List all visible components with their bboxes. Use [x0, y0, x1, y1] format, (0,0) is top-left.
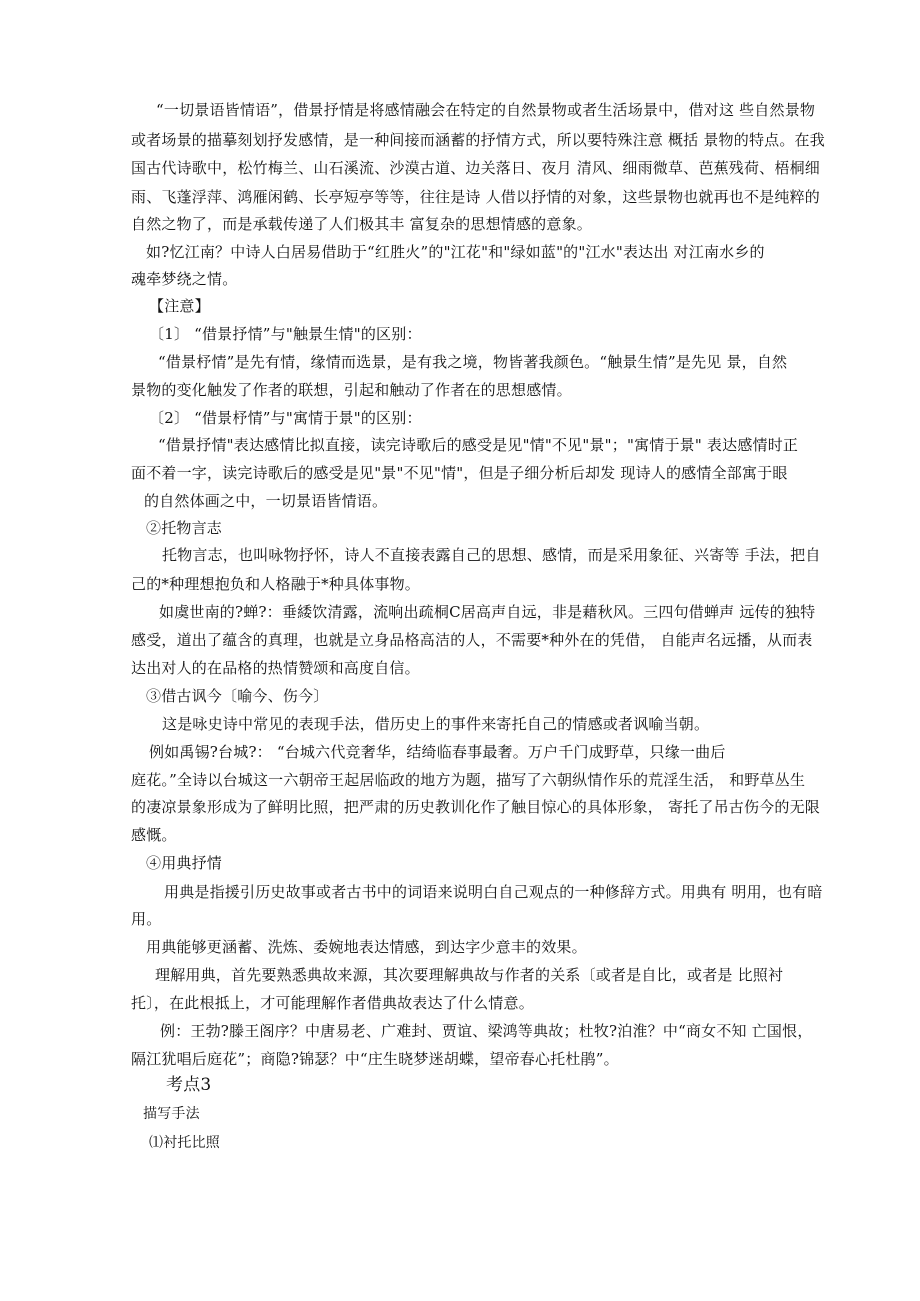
paragraph-line: 面不着一字，读完诗歌后的感受是见"景"不见"情"，但是子细分析后却发 现诗人的感情全部寓于眼 — [131, 464, 788, 482]
paragraph-line: 例如禹锡?台城?： “台城六代竞奢华，结绮临春事最奢。万户千门成野草，只缘一曲后 — [149, 743, 726, 761]
section-heading: ④用典抒情 — [146, 854, 223, 872]
paragraph-line: 托物言志，也叫咏物抒怀，诗人不直接表露自己的思想、感情，而是采用象征、兴寄等 手法，把自 — [162, 546, 821, 564]
paragraph-line: 如?忆江南？中诗人白居易借助于“红胜火”的"江花"和"绿如蓝"的"江水"表达出 对江南水乡的 — [146, 243, 765, 261]
paragraph-line: 庭花。”全诗以台城这一六朝帝王起居临政的地方为题，描写了六朝纵情作乐的荒淫生活， 和野草丛生 — [131, 771, 806, 789]
paragraph-line: 魂牵梦绕之情。 — [131, 270, 238, 288]
section-heading: ②托物言志 — [146, 519, 223, 537]
paragraph-line: 的凄凉景象形成为了鲜明比照，把严肃的历史教训化作了触目惊心的具体形象， 寄托了吊古伤今的无限 — [131, 798, 820, 816]
paragraph-line: “借景杼情”是先有情，缘情而选景，是有我之境，物皆著我颜色。“触景生情”是先见 景，自然 — [158, 353, 788, 371]
note-heading: 【注意】 — [149, 297, 210, 315]
paragraph-line: 用典能够更涵蓄、洗炼、委婉地表达情感，到达字少意丰的效果。 — [146, 938, 587, 956]
paragraph-line: 例：王勃?滕王阁序？中唐易老、广难封、贾谊、梁鸿等典故；杜牧?泊淮？中“商女不知 亡国恨， — [160, 1022, 813, 1040]
paragraph-line: 隔江犹唱后庭花”；商隐?锦瑟？中“庄生晓梦迷胡蝶，望帝春心托杜鹃”。 — [131, 1050, 619, 1068]
method-item: ⑴衬托比照 — [149, 1135, 220, 1151]
paragraph-line: 自然之物了，而是承载传递了人们极其丰 富复杂的思想情感的意象。 — [131, 215, 592, 233]
exam-point-heading: 考点3 — [166, 1075, 212, 1095]
paragraph-line: 国古代诗歌中，松竹梅兰、山石溪流、沙漠古道、边关落日、夜月 清风、细雨微草、芭蕉残荷、梧桐细 — [131, 159, 820, 177]
paragraph-line: 达出对人的在品格的热情赞颂和高度自信。 — [131, 659, 420, 677]
paragraph-line: 感受，道出了蕴含的真理，也就是立身品格高洁的人，不需要*种外在的凭借， 自能声名远播，从而表 — [131, 631, 813, 649]
paragraph-line: 雨、飞蓬浮萍、鸿雁闲鹤、长亭短亭等等，往往是诗 人借以抒情的对象，这些景物也就再也不是纯粹的 — [131, 188, 820, 206]
paragraph-line: 的自然体画之中，一切景语皆情语。 — [144, 492, 388, 510]
paragraph-line: 景物的变化触发了作者的联想，引起和触动了作者在的思想感情。 — [131, 381, 572, 399]
paragraph-line: 感慨。 — [131, 826, 177, 844]
paragraph-line: “借景抒情"表达感情比拟直接，读完诗歌后的感受是见"情"不见"景"；"寓情于景" 表达感情时正 — [158, 436, 799, 454]
paragraph-line: 或者场景的描摹刻划抒发感情，是一种间接而涵蓄的抒情方式，所以要特殊注意 概括 景物的特点。在我 — [131, 131, 825, 149]
paragraph-line: 这是咏史诗中常见的表现手法，借历史上的事件来寄托自己的情感或者讽喻当朝。 — [162, 715, 710, 733]
paragraph-line: “一切景语皆情语”，借景抒情是将感情融会在特定的自然景物或者生活场景中，借对这 些自然景物 — [156, 101, 816, 119]
section-heading: 〔1〕 “借景抒情”与"触景生情"的区别： — [149, 325, 422, 343]
method-heading: 描写手法 — [143, 1106, 200, 1122]
paragraph-line: 如虞世南的?蝉?：垂緌饮清露，流响出疏桐C居高声自远，非是藉秋风。三四句借蝉声 远传的独特 — [159, 603, 816, 621]
paragraph-line: 己的*种理想抱负和人格融于*种具体事物。 — [131, 575, 421, 593]
paragraph-line: 托〕，在此根抵上，才可能理解作者借典故表达了什么情意。 — [131, 994, 534, 1012]
section-heading: 〔2〕 “借景杼情”与"寓情于景"的区别： — [149, 409, 422, 427]
paragraph-line: 理解用典，首先要熟悉典故来源，其次要理解典故与作者的关系〔或者是自比，或者是 比照衬 — [155, 966, 784, 984]
paragraph-line: 用。 — [131, 910, 162, 928]
paragraph-line: 用典是指援引历史故事或者古书中的词语来说明白自己观点的一种修辞方式。用典有 明用，也有暗 — [164, 883, 823, 901]
section-heading: ③借古讽今〔喻今、伤今〕 — [146, 687, 329, 705]
